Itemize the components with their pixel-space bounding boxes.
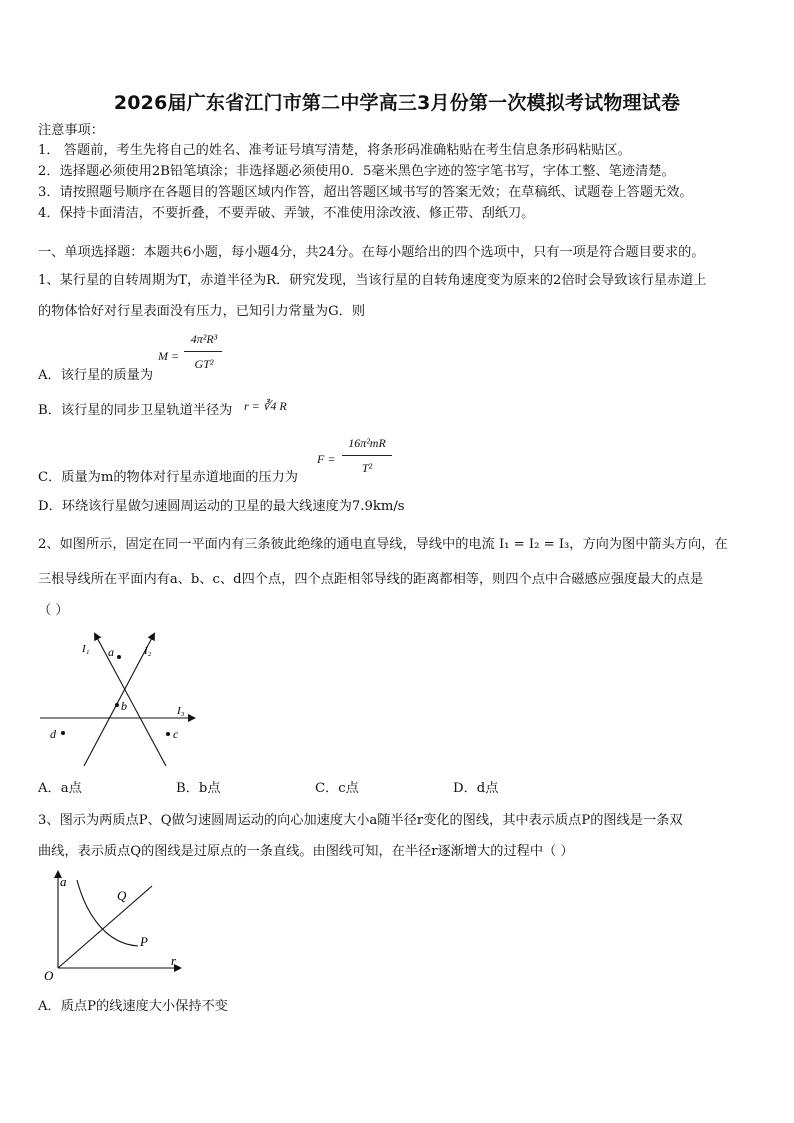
q1-stem-line1: 1、某行星的自转周期为T，赤道半径为R．研究发现，当该行星的自转角速度变为原来的2倍时会导致该行星赤道上 — [38, 273, 707, 288]
point-d — [61, 731, 65, 735]
q2-option-b: B．b点 — [176, 781, 221, 796]
label-c: c — [173, 727, 179, 741]
q3-graph-figure — [40, 866, 200, 986]
notice-item-4: 4．保持卡面清洁，不要折叠，不要弄破、弄皱，不准使用涂改液、修正带、刮纸刀。 — [38, 206, 535, 221]
q2-answer-blank: （ ） — [38, 603, 69, 618]
q1-a-fraction-bar — [184, 351, 222, 352]
label-origin: O — [44, 968, 54, 983]
line-q — [58, 886, 152, 968]
label-q: Q — [117, 888, 127, 903]
curve-p — [77, 880, 138, 946]
q2-wire-figure — [36, 628, 206, 768]
q1-b-formula: r = ∛4 R — [244, 399, 287, 413]
label-i1: I₁ — [82, 643, 90, 655]
q2-option-c: C．c点 — [315, 781, 359, 796]
notice-item-3: 3．请按照题号顺序在各题目的答题区域内作答，超出答题区域书写的答案无效；在草稿纸、试题卷上答题无效。 — [38, 185, 693, 200]
label-r-axis: r — [171, 953, 177, 968]
q3-stem-line1: 3、图示为两质点P、Q做匀速圆周运动的向心加速度大小a随半径r变化的图线，其中表示质点P的图线是一条双 — [38, 813, 683, 828]
section-heading: 一、单项选择题：本题共6小题，每小题4分，共24分。在每小题给出的四个选项中，只有一项是符合题目要求的。 — [38, 245, 705, 260]
page-title: 2026届广东省江门市第二中学高三3月份第一次模拟考试物理试卷 — [113, 92, 681, 114]
q1-a-numerator: 4π²R³ — [190, 332, 218, 346]
q1-option-c: C．质量为m的物体对行星赤道地面的压力为 — [38, 470, 298, 485]
q1-c-fraction-bar — [342, 455, 392, 456]
label-d: d — [50, 727, 56, 741]
q1-stem-line2: 的物体恰好对行星表面没有压力，已知引力常量为G．则 — [38, 304, 366, 319]
q2-stem-line1: 2、如图所示，固定在同一平面内有三条彼此绝缘的通电直导线，导线中的电流 I₁ = I₂ = I₃，方向为图中箭头方向，在 — [38, 537, 728, 552]
notice-heading: 注意事项： — [38, 123, 104, 138]
notice-item-1: 1． 答题前，考生先将自己的姓名、准考证号填写清楚，将条形码准确粘贴在考生信息条形码粘贴区。 — [38, 143, 631, 158]
point-a — [117, 655, 121, 659]
point-c — [166, 732, 170, 736]
q1-a-denominator: GT² — [194, 357, 214, 371]
q1-c-denominator: T² — [361, 461, 373, 475]
q2-option-a: A．a点 — [38, 781, 82, 796]
q1-option-b: B．该行星的同步卫星轨道半径为 — [38, 403, 233, 418]
label-p: P — [140, 934, 148, 949]
q1-c-lhs: F = — [317, 452, 336, 466]
q1-a-lhs: M = — [158, 349, 180, 363]
label-a: a — [108, 645, 114, 659]
q1-option-d: D．环绕该行星做匀速圆周运动的卫星的最大线速度为7.9km/s — [38, 499, 405, 514]
q2-option-d: D．d点 — [453, 781, 499, 796]
q3-stem-line2: 曲线，表示质点Q的图线是过原点的一条直线。由图线可知，在半径r逐渐增大的过程中（ ） — [38, 844, 574, 859]
label-i3: I₃ — [177, 705, 185, 717]
q2-stem-line2: 三根导线所在平面内有a、b、c、d四个点，四个点距相邻导线的距离都相等，则四个点中合磁感应强度最大的点是 — [38, 572, 704, 587]
wire-i1 — [95, 634, 166, 766]
q1-c-numerator: 16π²mR — [348, 436, 386, 450]
label-i2: I₂ — [144, 645, 152, 657]
label-b: b — [121, 699, 127, 713]
q3-option-a: A．质点P的线速度大小保持不变 — [38, 999, 228, 1014]
label-a-axis: a — [60, 874, 67, 889]
q1-option-a: A．该行星的质量为 — [38, 368, 154, 383]
point-b — [115, 703, 119, 707]
notice-item-2: 2．选择题必须使用2B铅笔填涂；非选择题必须使用0．5毫米黑色字迹的签字笔书写，字体工整、笔迹清楚。 — [38, 164, 675, 179]
